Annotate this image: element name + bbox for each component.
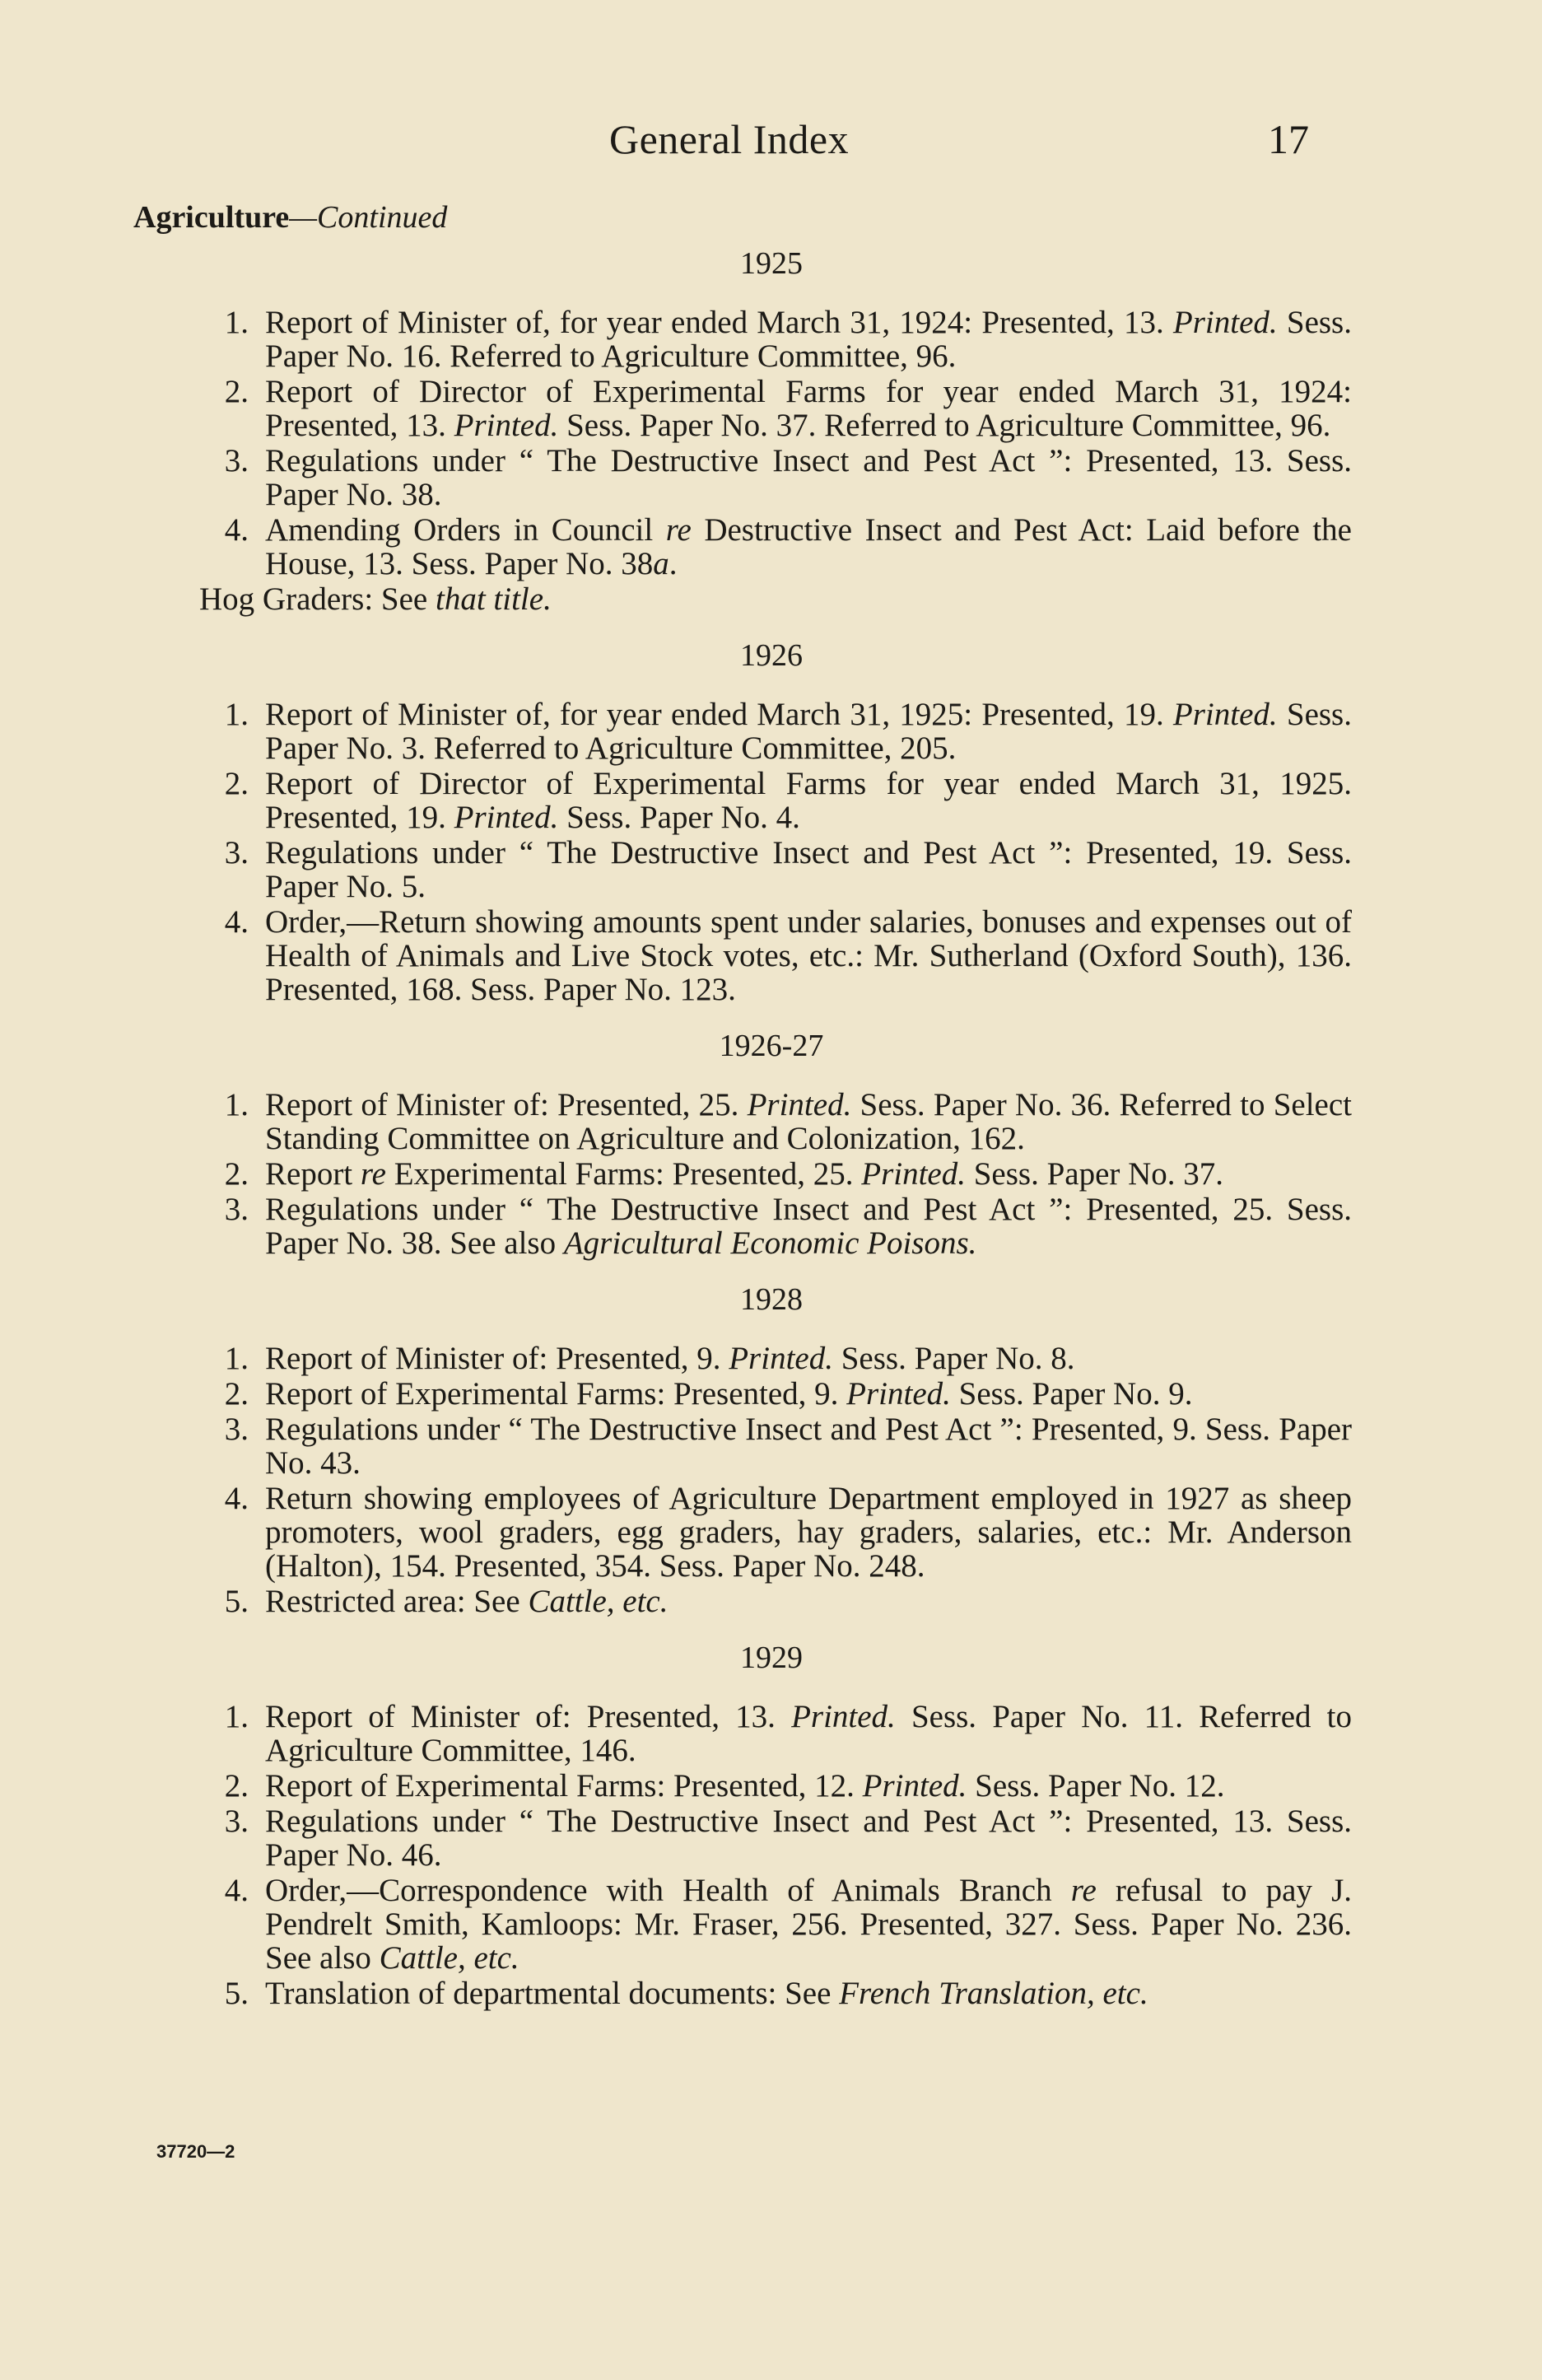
entry-italic-text: Printed. xyxy=(729,1341,833,1376)
entry-number: 3. xyxy=(224,1192,249,1227)
entry-italic-text: re xyxy=(360,1156,386,1192)
printer-code: 37720—2 xyxy=(156,2141,235,2162)
year-heading: 1929 xyxy=(740,1640,803,1675)
index-entry xyxy=(191,905,1352,1006)
index-entry xyxy=(191,513,1352,581)
entry-italic-text: Printed. xyxy=(1172,697,1278,732)
entry-italic-text: a xyxy=(653,546,669,581)
entry-number: 4. xyxy=(224,1873,249,1908)
index-entry xyxy=(191,1769,1352,1803)
entry-text: Sess. Paper No. 11. Referred to Agriculture Committee, 146. xyxy=(265,1699,1353,1768)
entry-text: Report of Minister of, for year ended March 31, 1924: Presented, 13. xyxy=(265,305,1173,340)
cross-reference-note xyxy=(191,582,1352,616)
entry-text: Regulations under “ The Destructive Insect and Pest Act ”: Presented, 13. Sess. Paper No. 38. xyxy=(265,443,1352,512)
entry-text: Sess. Paper No. 37. Referred to Agriculture Committee, 96. xyxy=(558,408,1331,443)
index-entry xyxy=(191,1804,1352,1872)
entry-italic-text: Printed. xyxy=(846,1376,951,1412)
note-text: Hog Graders: See xyxy=(199,581,436,617)
entry-text: Report xyxy=(265,1156,361,1192)
entry-number: 1. xyxy=(224,1087,249,1122)
year-heading: 1926-27 xyxy=(719,1029,824,1063)
index-entry xyxy=(191,306,1352,373)
entry-italic-text: Printed. xyxy=(862,1768,967,1804)
index-entry xyxy=(191,698,1352,765)
index-entry xyxy=(191,767,1352,834)
entry-number: 1. xyxy=(224,1699,249,1734)
entry-text: Regulations under “ The Destructive Insect and Pest Act ”: Presented, 9. Sess. Paper No. 43. xyxy=(265,1412,1352,1481)
entry-text: Regulations under “ The Destructive Insect and Pest Act ”: Presented, 19. Sess. Paper No. 5. xyxy=(265,835,1352,904)
entry-number: 3. xyxy=(224,1412,249,1447)
entry-text: Regulations under “ The Destructive Insect and Pest Act ”: Presented, 13. Sess. Paper No. 46. xyxy=(265,1804,1352,1873)
entry-italic-text: Printed. xyxy=(747,1087,852,1122)
entry-text: . xyxy=(669,546,678,581)
index-entry xyxy=(191,1976,1352,2010)
index-entry xyxy=(191,1482,1352,1583)
year-heading: 1925 xyxy=(740,246,803,281)
entry-number: 1. xyxy=(224,1341,249,1376)
index-entry xyxy=(191,1157,1352,1191)
entry-number: 2. xyxy=(224,1768,249,1804)
index-entry xyxy=(191,1412,1352,1480)
entry-number: 3. xyxy=(224,1804,249,1839)
entry-text: Sess. Paper No. 36. Referred to Select Standing Committee on Agriculture and Colonization, 162. xyxy=(265,1087,1352,1156)
entry-text: refusal to pay J. Pendrelt Smith, Kamloops: Mr. Fraser, 256. Presented, 327. Sess. Paper No. 236. See also xyxy=(265,1873,1353,1976)
entry-text: Regulations under “ The Destructive Insect and Pest Act ”: Presented, 25. Sess. Paper No. 38. See also xyxy=(265,1192,1352,1261)
entry-italic-text: re xyxy=(665,512,692,548)
entry-italic-text: re xyxy=(1070,1873,1097,1908)
entry-italic-text: Printed. xyxy=(1172,305,1278,340)
entry-text: Destructive Insect and Pest Act: Laid before the House, 13. Sess. Paper No. 38 xyxy=(265,512,1352,581)
entry-text: Report of Director of Experimental Farms for year ended March 31, 1924: Presented, 13. xyxy=(265,374,1352,443)
entry-text: Sess. Paper No. 3. Referred to Agriculture Committee, 205. xyxy=(265,697,1352,766)
entry-text: Report of Minister of, for year ended March 31, 1925: Presented, 19. xyxy=(265,697,1173,732)
entry-text: Sess. Paper No. 16. Referred to Agriculture Committee, 96. xyxy=(265,305,1352,374)
entry-text: Report of Director of Experimental Farms for year ended March 31, 1925. Presented, 19. xyxy=(265,766,1352,835)
entry-italic-text: Printed. xyxy=(454,408,559,443)
entry-number: 2. xyxy=(224,1156,249,1192)
entry-number: 3. xyxy=(224,835,249,870)
entry-text: Report of Experimental Farms: Presented, 12. xyxy=(265,1768,863,1804)
index-entry xyxy=(191,1584,1352,1618)
entry-text: Translation of departmental documents: See xyxy=(265,1976,840,2011)
section-heading xyxy=(133,199,447,236)
entry-text: Experimental Farms: Presented, 25. xyxy=(385,1156,862,1192)
entry-text: Report of Minister of: Presented, 25. xyxy=(265,1087,748,1122)
entry-number: 5. xyxy=(224,1976,249,2011)
year-heading: 1928 xyxy=(740,1282,803,1317)
entry-text: Report of Minister of: Presented, 9. xyxy=(265,1341,729,1376)
index-entry xyxy=(191,1377,1352,1411)
entry-text: Report of Experimental Farms: Presented, 9. xyxy=(265,1376,847,1412)
entry-number: 4. xyxy=(224,904,249,940)
page-title: General Index xyxy=(609,116,850,162)
entry-text: Return showing employees of Agriculture Department employed in 1927 as sheep promoters, wool graders, egg graders, hay graders, salaries, etc.: Mr. Anderson (Halton), 154. Presented, 354. Sess. Paper No. 248. xyxy=(265,1481,1352,1584)
index-entry xyxy=(191,1700,1352,1767)
entry-italic-text: French Translation, etc. xyxy=(839,1976,1148,2011)
entry-text: Sess. Paper No. 8. xyxy=(832,1341,1075,1376)
entry-number: 3. xyxy=(224,443,249,478)
entry-number: 1. xyxy=(224,697,249,732)
index-entry xyxy=(191,1342,1352,1375)
index-entry xyxy=(191,1088,1352,1155)
entry-italic-text: Agricultural Economic Poisons. xyxy=(563,1225,977,1261)
index-entry xyxy=(191,1874,1352,1975)
entry-italic-text: Cattle, etc. xyxy=(379,1940,519,1976)
entry-number: 4. xyxy=(224,512,249,548)
entry-text: Sess. Paper No. 4. xyxy=(558,800,800,835)
index-entries xyxy=(191,247,1352,2012)
entry-number: 2. xyxy=(224,374,249,409)
entry-number: 5. xyxy=(224,1584,249,1619)
entry-text: Amending Orders in Council xyxy=(265,512,666,548)
running-head xyxy=(0,115,1542,165)
page-number: 17 xyxy=(1268,116,1309,162)
index-entry xyxy=(191,836,1352,903)
entry-text: Sess. Paper No. 37. xyxy=(965,1156,1224,1192)
section-continued: —Continued xyxy=(289,200,448,235)
entry-number: 2. xyxy=(224,766,249,801)
entry-text: Sess. Paper No. 9. xyxy=(950,1376,1193,1412)
index-entry xyxy=(191,375,1352,442)
index-entry xyxy=(191,1192,1352,1260)
entry-text: Sess. Paper No. 12. xyxy=(967,1768,1225,1804)
entry-number: 1. xyxy=(224,305,249,340)
index-entry xyxy=(191,444,1352,511)
entry-text: Order,—Correspondence with Health of Animals Branch xyxy=(265,1873,1071,1908)
entry-text: Report of Minister of: Presented, 13. xyxy=(265,1699,792,1734)
entry-number: 4. xyxy=(224,1481,249,1516)
entry-italic-text: Printed. xyxy=(861,1156,966,1192)
note-italic-text: that title. xyxy=(436,581,552,617)
entry-italic-text: Printed. xyxy=(791,1699,896,1734)
entry-text: Order,—Return showing amounts spent under salaries, bonuses and expenses out of Health of Animals and Live Stock votes, etc.: Mr. Sutherland (Oxford South), 136. Presented, 168. Sess. Paper No. 123. xyxy=(265,904,1352,1007)
entry-italic-text: Cattle, etc. xyxy=(528,1584,669,1619)
year-heading: 1926 xyxy=(740,638,803,673)
section-title: Agriculture xyxy=(133,200,290,235)
entry-number: 2. xyxy=(224,1376,249,1412)
entry-text: Restricted area: See xyxy=(265,1584,529,1619)
entry-italic-text: Printed. xyxy=(454,800,559,835)
